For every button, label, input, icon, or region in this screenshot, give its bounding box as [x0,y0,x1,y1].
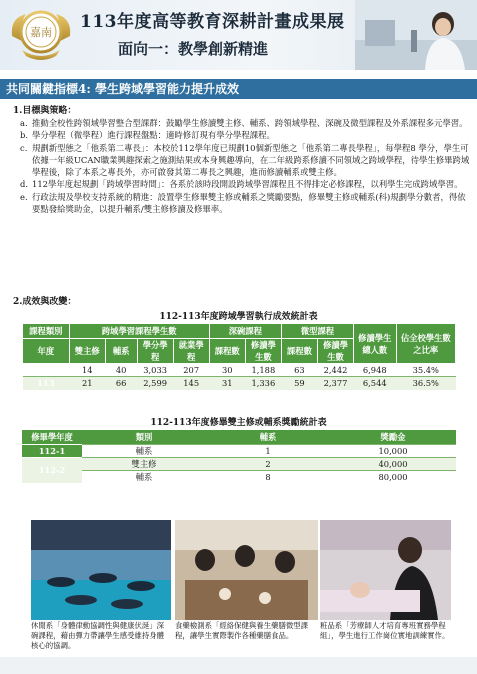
table-row [22,444,456,457]
col-micro-count: 課程數 [281,339,317,364]
col-ratio: 佔全校學生數之比率 [396,324,456,364]
photo-herbal-cooking [175,520,318,620]
col-minor-count: 輔系 [206,430,330,444]
list-item [20,117,470,129]
page-title: 113年度高等教育深耕計畫成果展 [80,12,345,32]
col-minor: 輔系 [105,339,137,364]
section-banner: 共同關鍵指標4: 學生跨域學習能力提升成效 [0,79,477,99]
col-employment-program: 就業學程 [173,339,209,364]
photo-caption: 粧品系「芳療師人才培育專班實務學程組」，學生進行工作崗位實地訓練實作。 [320,621,450,640]
table-cell: 2,599 [137,377,173,390]
table-cell: 59 [281,377,317,390]
table-cell: 145 [173,377,209,390]
section2-heading: 2.成效與改變： [13,297,77,307]
col-category: 課程類別 [23,324,70,339]
table-cell: 8 [206,470,330,483]
table-cell: 36.5% [396,377,456,390]
table-cell: 112 [23,364,70,377]
table-cell: 1,336 [245,377,281,390]
page-subtitle: 面向一：教學創新精進 [118,40,269,58]
table-cell: 6,948 [354,364,396,377]
header-lab-photo [355,0,477,70]
col-double-major: 雙主修 [69,339,105,364]
col-finish-year: 修畢學年度 [22,430,82,444]
table-cell: 21 [69,377,105,390]
section1-heading: 1.目標與策略： [13,106,77,116]
list-item [20,178,470,190]
col-micro-course: 微型課程 [281,324,353,339]
table-cell: 6,544 [354,377,396,390]
item-text: 學分學程（微學程）進行課程盤點：適時修訂現有學分學程課程。 [32,130,275,141]
item-text: 推動全校性跨領域學習整合型課群：鼓勵學生修讀雙主修、輔系、跨領域學程、深碗及微型課程及外系課程多元學習。 [32,118,468,128]
table-cell: 1,188 [245,364,281,377]
table-cell: 31 [209,377,245,390]
table-cell: 2,442 [317,364,353,377]
table-cell: 雙主修 [82,457,206,470]
table1-caption: 112-113年度跨域學習執行成效統計表 [159,312,318,322]
photo-exercise-class [31,520,171,620]
table-cell: 207 [173,364,209,377]
col-deep-count: 課程數 [209,339,245,364]
university-logo [6,6,76,62]
table-cell: 40,000 [330,457,456,470]
item-text: 112學年度起規劃「跨域學習時間」：各系於該時段開設跨域學習課程且不得排定必修課程，以利學生完成跨域學習。 [32,179,463,190]
table-cell: 14 [69,364,105,377]
photo-aromatherapy-training [320,520,451,620]
col-credit-program: 學分學程 [137,339,173,364]
cross-domain-stats-table [22,323,456,390]
footer-bar [0,657,477,674]
photo-caption: 食藥檢測系「經絡保健與養生藥膳微型課程，讓學生實際製作各種藥膳食品。 [175,621,309,640]
table-cell: 35.4% [396,364,456,377]
table-row [22,457,456,470]
col-reward: 獎勵金 [330,430,456,444]
item-marker: b. [20,130,29,141]
table-row [23,377,456,390]
table-cell: 113 [23,377,70,390]
list-item [20,142,470,179]
col-micro-students: 修讀學生數 [317,339,353,364]
col-type: 類別 [82,430,206,444]
col-total-students: 修讀學生總人數 [354,324,396,364]
table-cell: 1 [206,444,330,457]
table-cell: 40 [105,364,137,377]
table-row [23,364,456,377]
table-cell: 80,000 [330,470,456,483]
table-cell: 10,000 [330,444,456,457]
table-cell: 輔系 [82,470,206,483]
table-cell: 3,033 [137,364,173,377]
table-cell: 2,377 [317,377,353,390]
table-cell: 112-2 [22,457,82,483]
table-cell: 66 [105,377,137,390]
strategy-list [20,117,470,215]
table-cell: 2 [206,457,330,470]
list-item [20,129,470,141]
item-marker: d. [20,179,29,190]
table-cell: 30 [209,364,245,377]
col-deep-students: 修讀學生數 [245,339,281,364]
item-marker: e. [20,191,28,202]
list-item [20,191,470,216]
col-deep-course: 深碗課程 [209,324,281,339]
table-cell: 輔系 [82,444,206,457]
item-marker: c. [20,142,28,153]
table2-caption: 112-113年度修畢雙主修或輔系獎勵統計表 [150,418,327,428]
photo-caption: 休閒系「身體律動協調性與健康伏涎」深碗課程，藉由彈力帶讓學生感受維持身體核心的協調。 [31,621,165,650]
table-row [22,470,456,483]
svg-text:嘉南: 嘉南 [30,26,52,39]
item-text: 行政法規及學校支持系統的精進：設置學生修畢雙主修或輔系之獎勵要點，修畢雙主修或輔系(科)規劃學分數者，得依要點發給獎助金，以提升輔系/雙主修修讀及修畢率。 [32,191,466,215]
col-year: 年度 [23,339,70,364]
item-text: 規劃新型態之「他系第二專長」：本校於112學年度已規劃10個新型態之「他系第二專長學程」，每學程8 學分，學生可依據一年級UCAN職業興趣探索之施測結果或本身興趣導向，在二年級跨系修讀不同領域之跨域學程，待學生修畢跨域學程後，除了本系之專長外，亦可啟發其第二專長之興趣，進而修讀輔系或雙主修。 [32,142,470,178]
table-cell: 112-1 [22,444,82,457]
col-cross-domain: 跨域學習課程學生數 [69,324,209,339]
table-cell: 63 [281,364,317,377]
item-marker: a. [20,118,28,128]
reward-stats-table [22,430,456,483]
page-header [0,0,477,70]
